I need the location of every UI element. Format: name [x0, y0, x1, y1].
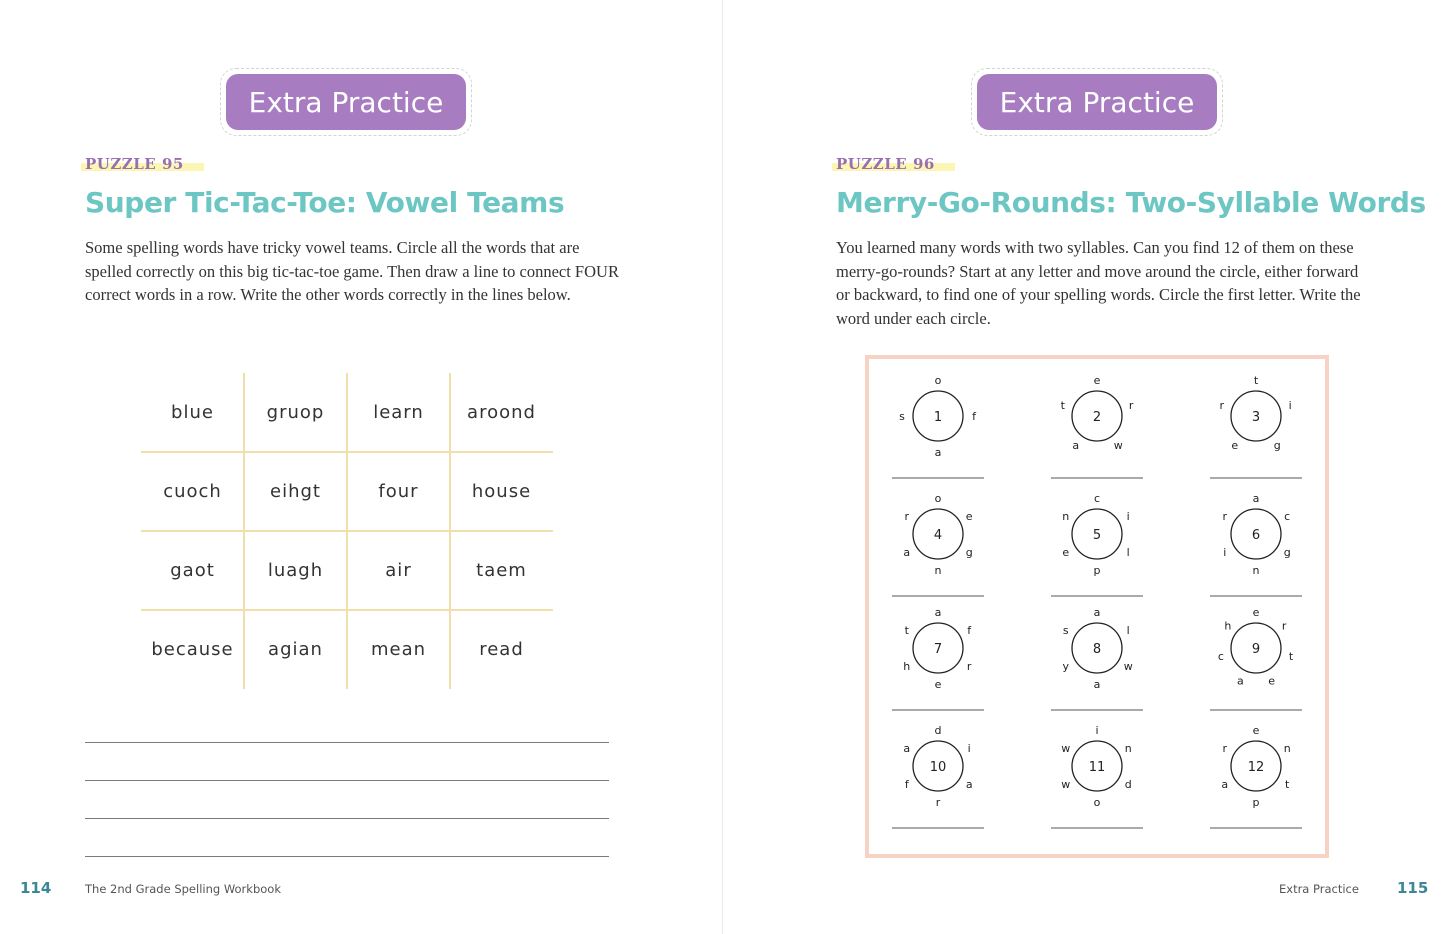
puzzle-label: PUZZLE 96: [832, 155, 955, 173]
wheel-letter[interactable]: i: [1126, 510, 1130, 523]
wheel-number: 6: [1251, 528, 1261, 543]
wheel-letter[interactable]: n: [1062, 510, 1070, 523]
wheel-letter[interactable]: p: [1093, 564, 1101, 577]
wheel-9[interactable]: [1218, 606, 1294, 687]
left-page: [0, 0, 722, 934]
wheel-letter[interactable]: e: [1231, 439, 1239, 453]
wheel-number: 8: [1092, 642, 1102, 657]
answer-line-2[interactable]: [85, 780, 609, 781]
wheel-letter[interactable]: a: [1093, 606, 1101, 619]
grid-word[interactable]: blue: [171, 402, 214, 423]
wheel-letter[interactable]: w: [1113, 439, 1123, 453]
wheel-letter[interactable]: a: [1093, 678, 1101, 691]
instructions: Some spelling words have tricky vowel teams. Circle all the words that are spelled correctly on this big tic-tac-toe game. Then draw a line to connect FOUR correct words in a row. Write the other words correctly in the lines below.: [85, 238, 619, 305]
wheel-letter[interactable]: h: [1224, 619, 1232, 633]
wheel-letter[interactable]: e: [1252, 724, 1260, 737]
puzzle-label: PUZZLE 95: [81, 155, 204, 173]
badge-label: Extra Practice: [226, 74, 466, 130]
tic-tac-toe-grid: [141, 373, 553, 689]
grid-divider-vertical: [449, 373, 451, 689]
wheel-letter[interactable]: w: [1061, 742, 1071, 755]
wheel-letter[interactable]: e: [1268, 674, 1275, 688]
wheel-12[interactable]: [1221, 724, 1290, 809]
grid-word[interactable]: agian: [268, 639, 323, 660]
wheel-letter[interactable]: f: [972, 410, 976, 423]
wheel-3[interactable]: [1220, 374, 1292, 452]
wheel-letter[interactable]: s: [899, 410, 905, 423]
wheel-5[interactable]: [1062, 492, 1129, 577]
wheel-number: 5: [1092, 528, 1102, 543]
grid-divider-horizontal: [141, 609, 553, 611]
wheel-letter[interactable]: s: [1062, 624, 1069, 637]
grid-divider-horizontal: [141, 530, 553, 532]
wheel-letter[interactable]: a: [934, 606, 942, 619]
wheel-number: 4: [933, 528, 943, 543]
wheel-letter[interactable]: h: [903, 660, 911, 673]
wheel-letter[interactable]: n: [1283, 742, 1291, 755]
wheel-letter[interactable]: e: [965, 510, 973, 523]
wheel-7[interactable]: [903, 606, 972, 691]
wheel-letter[interactable]: a: [1252, 492, 1260, 505]
wheel-letter[interactable]: r: [904, 510, 910, 523]
grid-word[interactable]: eihgt: [270, 481, 321, 502]
wheel-letter[interactable]: d: [1124, 778, 1132, 791]
wheel-letter[interactable]: f: [904, 778, 909, 791]
wheel-letter[interactable]: a: [965, 778, 973, 791]
wheel-11[interactable]: [1061, 724, 1131, 809]
right-page: [723, 0, 1445, 934]
wheel-letter[interactable]: w: [1061, 778, 1071, 791]
answer-line-4[interactable]: [85, 856, 609, 857]
wheel-letter[interactable]: l: [1126, 624, 1130, 637]
wheel-letter[interactable]: i: [1223, 546, 1227, 559]
puzzle-title: Merry-Go-Rounds: Two-Syllable Words: [836, 186, 1426, 219]
page-number: 114: [20, 879, 52, 897]
wheel-letter[interactable]: i: [967, 742, 971, 755]
wheel-letter[interactable]: r: [966, 660, 972, 673]
grid-word[interactable]: taem: [476, 560, 527, 581]
grid-word[interactable]: house: [471, 481, 532, 502]
wheel-letter[interactable]: e: [934, 678, 942, 691]
badge-label: Extra Practice: [977, 74, 1217, 130]
wheel-letter[interactable]: t: [904, 624, 909, 637]
extra-practice-badge: [220, 68, 472, 136]
wheel-letter[interactable]: a: [934, 446, 942, 459]
grid-word[interactable]: air: [385, 560, 412, 581]
answer-line-3[interactable]: [85, 818, 609, 819]
wheel-letter[interactable]: e: [1093, 374, 1101, 387]
wheel-letter[interactable]: a: [1237, 674, 1244, 688]
grid-word[interactable]: cuoch: [163, 481, 222, 502]
wheel-letter[interactable]: r: [1281, 619, 1287, 633]
grid-word[interactable]: learn: [373, 402, 424, 423]
wheel-letter[interactable]: e: [1062, 546, 1070, 559]
grid-word[interactable]: gruop: [266, 402, 325, 423]
wheel-letter[interactable]: i: [1288, 398, 1292, 412]
wheel-letter[interactable]: t: [1288, 650, 1294, 663]
wheel-letter[interactable]: a: [903, 546, 911, 559]
wheel-letter[interactable]: r: [1128, 398, 1134, 412]
wheel-letter[interactable]: r: [1222, 510, 1228, 523]
wheel-letter[interactable]: o: [934, 374, 942, 387]
wheel-letter[interactable]: o: [934, 492, 942, 505]
grid-word[interactable]: luagh: [267, 560, 324, 581]
wheel-number: 10: [929, 760, 947, 775]
page-number: 115: [1397, 879, 1429, 897]
wheel-letter[interactable]: c: [1217, 650, 1224, 663]
grid-word[interactable]: four: [378, 481, 419, 502]
grid-word[interactable]: mean: [370, 639, 427, 660]
wheel-number: 7: [933, 642, 943, 657]
wheel-letter[interactable]: c: [1093, 492, 1101, 505]
wheel-letter[interactable]: o: [1093, 796, 1101, 809]
wheel-letter[interactable]: c: [1284, 510, 1291, 523]
wheel-letter[interactable]: a: [1221, 778, 1229, 791]
wheel-letter[interactable]: f: [967, 624, 972, 637]
wheel-letter[interactable]: p: [1252, 796, 1260, 809]
wheel-letter[interactable]: w: [1123, 660, 1133, 673]
wheel-number: 3: [1251, 410, 1261, 425]
wheel-letter[interactable]: n: [934, 564, 942, 577]
wheel-4[interactable]: [903, 492, 972, 577]
wheel-letter[interactable]: a: [903, 742, 911, 755]
footer-section-title: Extra Practice: [1279, 882, 1359, 896]
wheel-letter[interactable]: g: [1283, 546, 1291, 559]
wheel-letter[interactable]: g: [965, 546, 973, 559]
wheel-letter[interactable]: y: [1062, 660, 1070, 673]
instructions: You learned many words with two syllables. Can you find 12 of them on these merry-go-rounds? Start at any letter and move around the circle, either forward or backward, to find one of your spelling words. Circle the first letter. Write the word under each circle.: [836, 238, 1361, 329]
wheel-letter[interactable]: t: [1285, 778, 1290, 791]
wheel-letter[interactable]: n: [1124, 742, 1132, 755]
wheel-6[interactable]: [1223, 492, 1291, 577]
wheel-number: 2: [1092, 410, 1102, 425]
wheel-2[interactable]: [1061, 374, 1134, 452]
grid-word[interactable]: because: [151, 639, 234, 660]
wheel-letter[interactable]: d: [934, 724, 942, 737]
wheel-8[interactable]: [1063, 606, 1133, 691]
wheel-letter[interactable]: g: [1273, 439, 1281, 453]
grid-word[interactable]: gaot: [170, 560, 215, 581]
wheel-number: 12: [1247, 760, 1265, 775]
wheel-letter[interactable]: t: [1060, 398, 1065, 412]
wheel-letter[interactable]: t: [1253, 374, 1259, 387]
wheel-letter[interactable]: n: [1252, 564, 1260, 577]
wheel-letter[interactable]: l: [1126, 546, 1130, 559]
grid-word[interactable]: read: [479, 639, 524, 660]
wheel-number: 1: [933, 410, 943, 425]
wheel-number: 9: [1251, 642, 1261, 657]
wheel-letter[interactable]: a: [1072, 439, 1080, 453]
wheel-1[interactable]: [899, 374, 977, 459]
footer-book-title: The 2nd Grade Spelling Workbook: [85, 882, 281, 896]
wheel-letter[interactable]: r: [1222, 742, 1228, 755]
wheel-number: 11: [1088, 760, 1106, 775]
grid-word[interactable]: aroond: [467, 402, 536, 423]
wheel-10[interactable]: [903, 724, 972, 809]
puzzle-title: Super Tic-Tac-Toe: Vowel Teams: [85, 186, 565, 219]
wheel-letter[interactable]: e: [1252, 606, 1260, 619]
merry-go-round-wheels: [723, 0, 1445, 934]
answer-line-1[interactable]: [85, 742, 609, 743]
wheel-letter[interactable]: r: [935, 796, 941, 809]
wheel-letter[interactable]: i: [1095, 724, 1099, 737]
wheel-letter[interactable]: r: [1219, 398, 1225, 412]
